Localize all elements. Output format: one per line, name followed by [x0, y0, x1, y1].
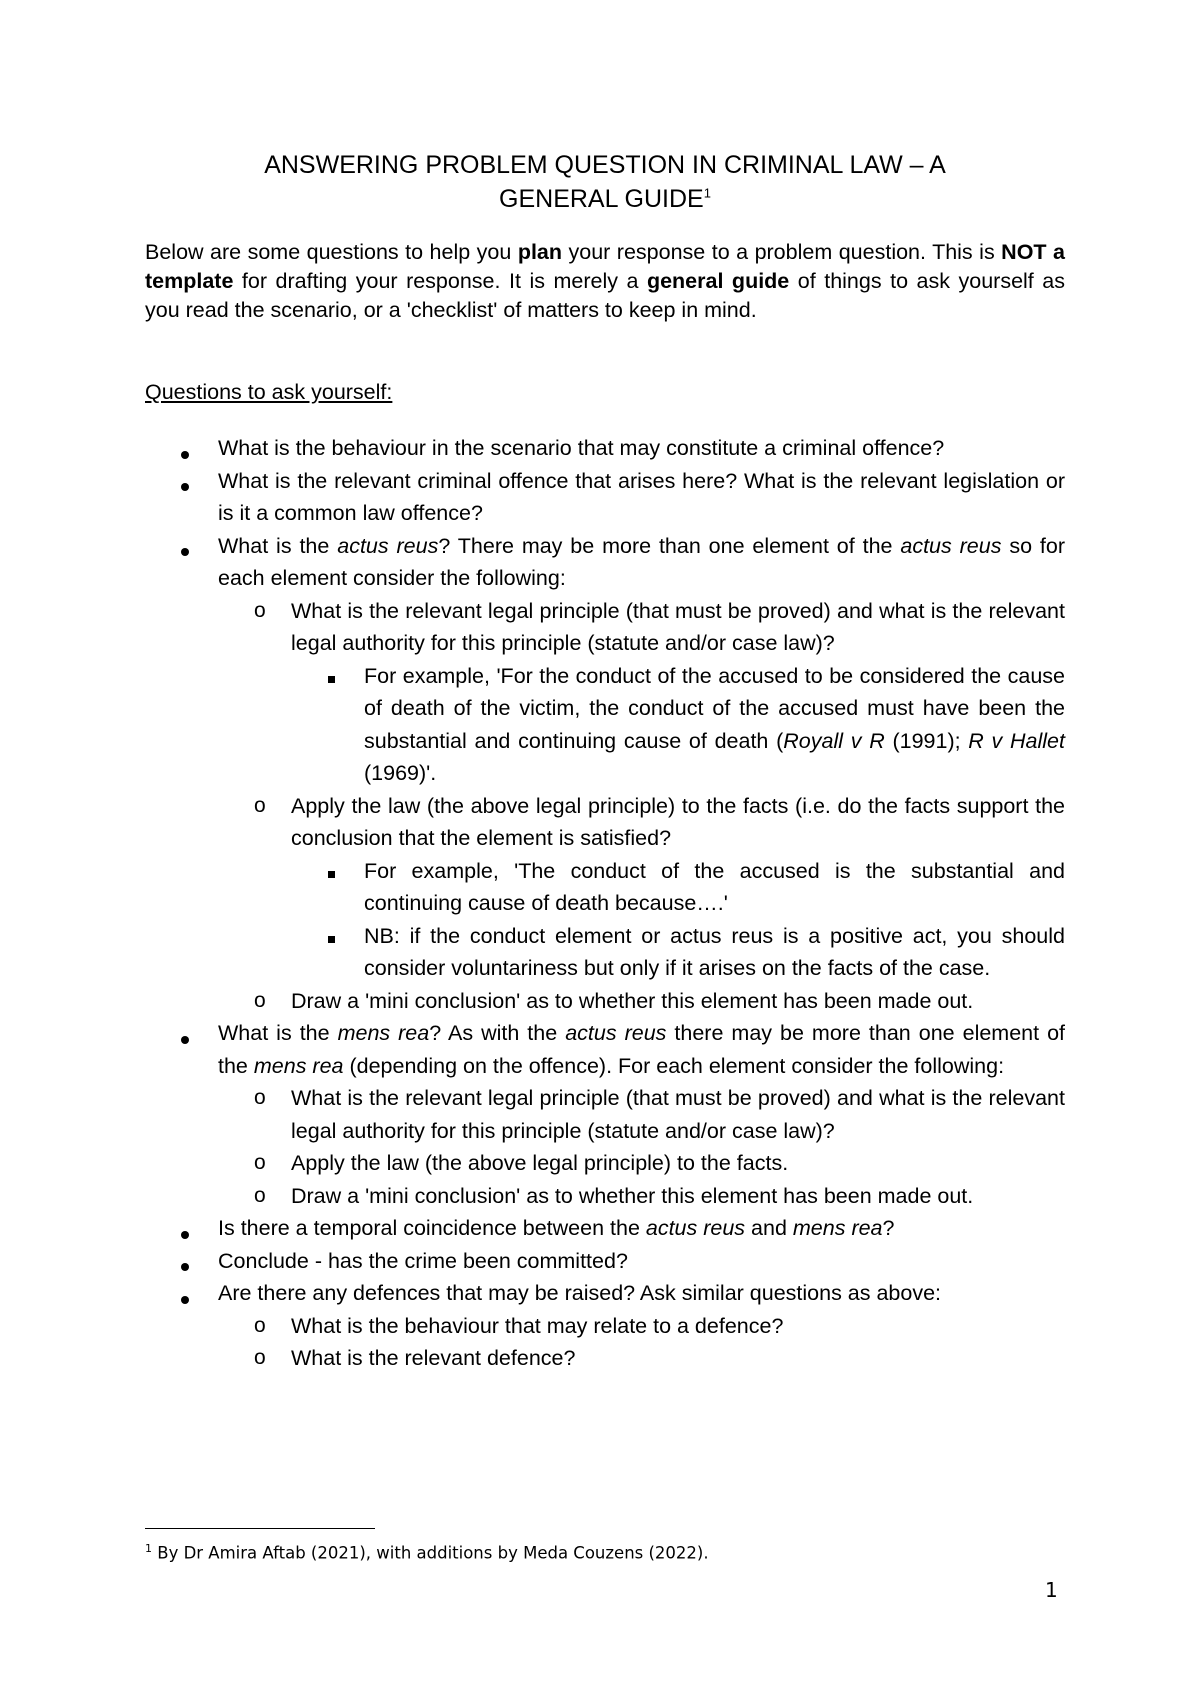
italic-term: actus reus	[645, 1216, 746, 1240]
case-name: R v Hallet	[968, 728, 1065, 753]
list-item	[145, 465, 1065, 530]
list-item-text: Conclude - has the crime been committed?	[218, 1248, 628, 1273]
list-item-text: and	[745, 1216, 793, 1240]
circle-bullet-icon: o	[254, 598, 266, 622]
list-item-text: there may be more than one element of the	[218, 1021, 1066, 1078]
footnote-text: By Dr Amira Aftab (2021), with additions by Meda Couzens (2022).	[152, 1543, 709, 1563]
footnote-ref: 1	[145, 1542, 152, 1555]
circle-bullet-icon: o	[254, 1346, 266, 1369]
circle-bullet-icon: o	[254, 1151, 266, 1174]
list-item-text: ?	[882, 1216, 895, 1240]
sub-list-item	[145, 1310, 1065, 1343]
intro-bold-plan: plan	[517, 240, 563, 264]
list-item-text: Apply the law (the above legal principle) to the facts.	[291, 1151, 789, 1175]
italic-term: mens rea	[792, 1216, 883, 1240]
intro-text-2: your response to a problem question. This is	[562, 240, 1002, 264]
bullet-icon	[181, 432, 189, 465]
list-item-text: What is the behaviour in the scenario that may constitute a criminal offence?	[218, 436, 945, 460]
bullet-icon	[181, 1277, 189, 1310]
list-item-text: Apply the law (the above legal principle) to the facts (i.e. do the facts support the conclusion that the element is satisfied?	[291, 793, 1065, 850]
list-item-text: ? There may be more than one element of the	[438, 533, 901, 558]
questions-heading: Questions to ask yourself:	[145, 380, 393, 404]
circle-bullet-icon: o	[254, 1313, 266, 1337]
list-item-text: (1969)'.	[364, 761, 437, 785]
list-item-text: What is the relevant legal principle (that must be proved) and what is the relevant legal authority for this principle (statute and/or case law)?	[291, 1086, 1065, 1143]
sub-list-item	[145, 1082, 1065, 1147]
italic-term: actus reus	[337, 533, 439, 558]
list-item-text: NB: if the conduct element or actus reus is a positive act, you should consider voluntariness but only if it arises on the facts of the case.	[364, 923, 1065, 980]
list-item	[145, 1245, 1065, 1278]
sub-list-item	[145, 595, 1065, 660]
list-item-text: Draw a 'mini conclusion' as to whether this element has been made out.	[291, 988, 974, 1013]
italic-term: actus reus	[565, 1021, 667, 1045]
question-list	[145, 432, 1065, 1375]
bullet-icon	[181, 1245, 189, 1278]
list-item-text: What is the relevant criminal offence that arises here? What is the relevant legislation or is it a common law offence?	[218, 468, 1065, 525]
intro-bold-not-template: NOT a template	[145, 240, 1065, 293]
document-title	[145, 148, 1065, 216]
sub-list-item	[145, 1147, 1065, 1180]
sub-list-item	[145, 985, 1065, 1018]
list-item-text: (1991);	[884, 728, 969, 753]
intro-text-3: for drafting your response. It is merely a	[233, 269, 647, 293]
bullet-icon	[181, 1212, 189, 1245]
list-item	[145, 1017, 1065, 1082]
circle-bullet-icon: o	[254, 1183, 266, 1207]
bullet-icon	[181, 465, 189, 498]
intro-bold-general-guide: general guide	[646, 269, 790, 293]
sub-list-item	[145, 1342, 1065, 1375]
sub-list-item	[145, 790, 1065, 855]
list-item-text: Are there any defences that may be raised? Ask similar questions as above:	[218, 1281, 942, 1305]
italic-term: actus reus	[900, 533, 1002, 558]
footnote-separator	[145, 1528, 375, 1529]
list-item-text: What is the relevant defence?	[291, 1346, 576, 1370]
circle-bullet-icon: o	[254, 1086, 266, 1109]
footnote	[145, 1538, 709, 1565]
list-item-text: For example, 'For the conduct of the accused to be considered the cause of death of the victim, the conduct of the accused must have been the substantial and continuing cause of death (	[364, 663, 1065, 753]
list-item-text: What is the relevant legal principle (that must be proved) and what is the relevant legal authority for this principle (statute and/or case law)?	[291, 598, 1065, 655]
title-line-1: ANSWERING PROBLEM QUESTION IN CRIMINAL LAW – A	[264, 151, 946, 179]
case-name: Royall v R	[783, 728, 885, 753]
bullet-icon	[181, 530, 189, 563]
list-item-text: What is the	[218, 1021, 338, 1045]
intro-text-4: of things to ask yourself as you read the scenario, or a 'checklist' of matters to keep in mind.	[145, 269, 1065, 322]
list-item-text: Is there a temporal coincidence between the	[218, 1216, 646, 1240]
square-bullet-icon	[328, 920, 335, 953]
square-bullet-icon	[328, 660, 335, 693]
list-item	[145, 1277, 1065, 1310]
sub-sub-list-item	[145, 920, 1065, 985]
sub-sub-list-item	[145, 660, 1065, 790]
list-item-text: (depending on the offence). For each element consider the following:	[343, 1053, 1005, 1078]
title-footnote-ref[interactable]: 1	[703, 185, 711, 201]
sub-sub-list-item	[145, 855, 1065, 920]
italic-term: mens rea	[253, 1053, 344, 1078]
list-item	[145, 530, 1065, 595]
intro-paragraph	[145, 238, 1065, 325]
square-bullet-icon	[328, 855, 335, 888]
list-item-text: For example, 'The conduct of the accused is the substantial and continuing cause of death because….'	[364, 858, 1065, 915]
list-item	[145, 1212, 1065, 1245]
intro-text-1: Below are some questions to help you	[145, 240, 518, 264]
circle-bullet-icon: o	[254, 988, 266, 1012]
bullet-icon	[181, 1017, 189, 1050]
list-item-text: What is the	[218, 533, 338, 558]
page-number: 1	[1045, 1578, 1058, 1602]
title-line-2: GENERAL GUIDE	[499, 185, 704, 213]
list-item-text: ? As with the	[429, 1021, 566, 1045]
list-item-text: What is the behaviour that may relate to a defence?	[291, 1313, 784, 1338]
sub-list-item	[145, 1180, 1065, 1213]
circle-bullet-icon: o	[254, 793, 266, 817]
italic-term: mens rea	[337, 1021, 430, 1045]
list-item-text: so for each element consider the following:	[218, 533, 1066, 590]
list-item	[145, 432, 1065, 465]
list-item-text: Draw a 'mini conclusion' as to whether this element has been made out.	[291, 1183, 974, 1208]
